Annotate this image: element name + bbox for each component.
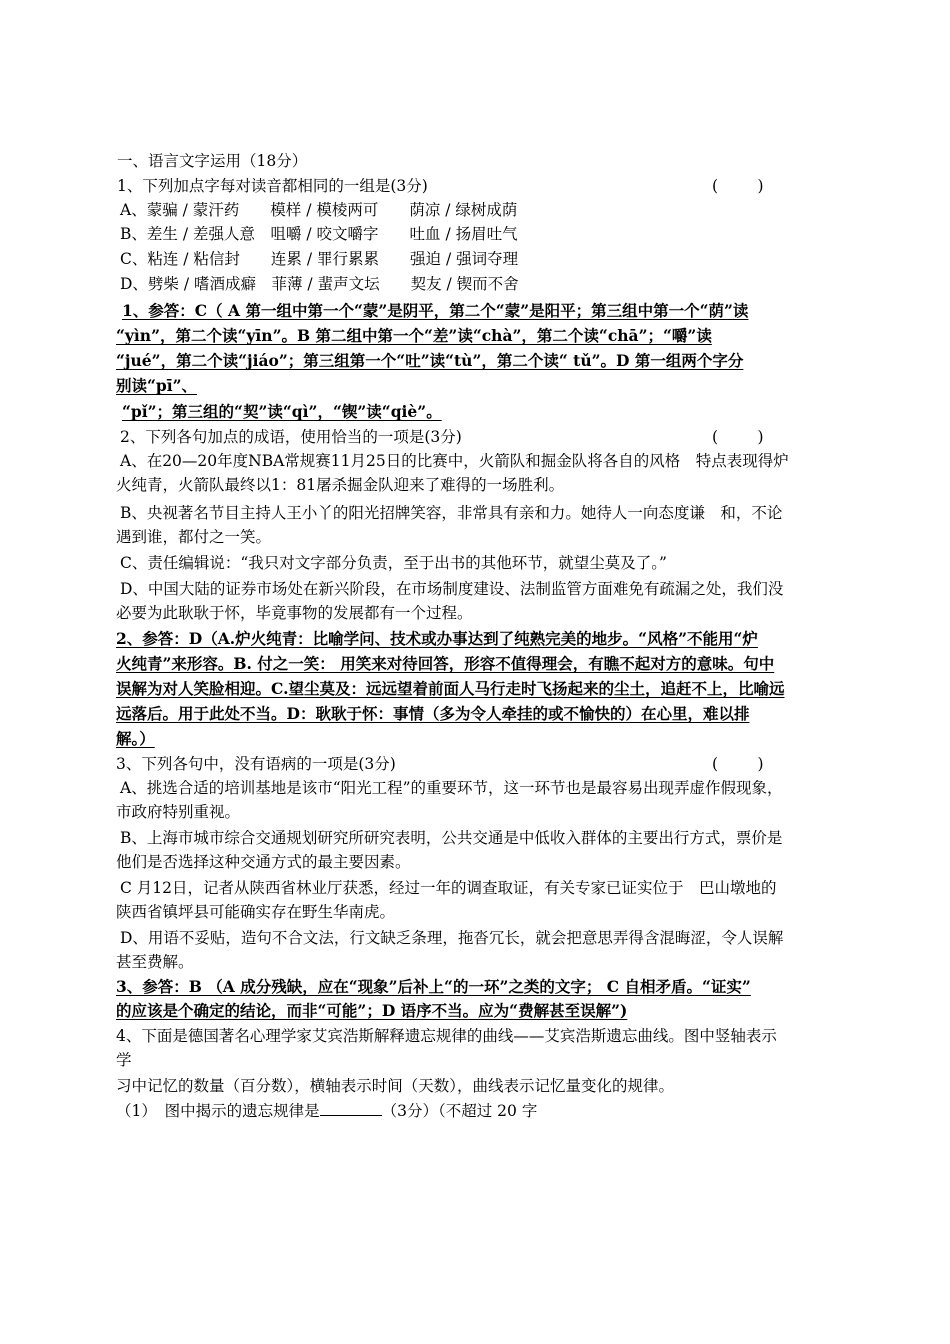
q1-stem: 1、下列加点字每对读音都相同的一组是(3分) xyxy=(117,177,428,195)
q3-stem: 3、下列各句中，没有语病的一项是(3分) xyxy=(116,755,396,773)
q2-option-b-line-1: B、央视著名节目主持人王小丫的阳光招牌笑容，非常具有亲和力。她待人一向态度谦 和，不论 xyxy=(120,504,783,522)
q1-answer-line-4: 别读“pī”、 xyxy=(116,376,198,395)
q4-sub1-prefix: （1） 图中揭示的遗忘规律是 xyxy=(116,1102,320,1120)
q1-option-a: A、蒙骗 / 蒙汗药 模样 / 模棱两可 荫凉 / 绿树成荫 xyxy=(120,201,518,219)
q3-option-a-line-1: A、挑选合适的培训基地是该市“阳光工程”的重要环节，这一环节也是最容易出现弄虚作假现象， xyxy=(120,779,783,797)
q2-option-b-line-2: 遇到谁，都付之一笑。 xyxy=(116,528,272,546)
q1-option-c: C、粘连 / 粘信封 连累 / 罪行累累 强迫 / 强词夺理 xyxy=(120,250,519,268)
q3-option-d-line-2: 甚至费解。 xyxy=(116,953,194,971)
q2-answer-line-5: 解。） xyxy=(116,729,155,748)
q4-sub1-answer-blank[interactable] xyxy=(320,1099,382,1116)
q3-answer-line-2: 的应该是个确定的结论，而非“可能”；D 语序不当。应为“费解甚至误解”) xyxy=(116,1001,628,1020)
q2-option-d-line-2: 必要为此耿耿于怀，毕竟事物的发展都有一个过程。 xyxy=(116,604,473,622)
q4-sub1-suffix: （3分）（不超过 20 字 xyxy=(381,1102,538,1120)
q2-answer-line-4: 远落后。用于此处不当。D：耿耿于怀：事情（多为令人牵挂的或不愉快的）在心里，难以排 xyxy=(116,704,750,723)
q1-option-b: B、差生 / 差强人意 咀嚼 / 咬文嚼字 吐血 / 扬眉吐气 xyxy=(120,225,518,243)
q2-answer-paren: ( ) xyxy=(712,428,764,446)
q1-answer-line-2: “yìn”，第二个读“yīn”。B 第二组中第一个“差”读“chà”，第二个读“chā”；“嚼”读 xyxy=(116,326,712,345)
q2-option-d-line-1: D、中国大陆的证券市场处在新兴阶段，在市场制度建设、法制监管方面难免有疏漏之处，我们没 xyxy=(120,580,784,598)
q2-option-a-line-1: A、在20—20年度NBA常规赛11月25日的比赛中，火箭队和掘金队将各自的风格 特点表现得炉 xyxy=(120,452,789,470)
q3-answer-line-1: 3、参答：B （A 成分残缺，应在“现象”后补上“的一环”之类的文字； C 自相矛盾。“证实” xyxy=(116,977,751,996)
q4-stem-line-1: 4、下面是德国著名心理学家艾宾浩斯解释遗忘规律的曲线——艾宾浩斯遗忘曲线。图中竖轴表示 xyxy=(116,1027,777,1045)
q3-option-a-line-2: 市政府特别重视。 xyxy=(116,803,241,821)
q3-option-c-line-2: 陕西省镇坪县可能确实存在野生华南虎。 xyxy=(116,903,396,921)
q2-answer-line-3: 误解为对人笑脸相迎。C.望尘莫及：远远望着前面人马行走时飞扬起来的尘土，追赶不上，比喻远 xyxy=(116,679,785,698)
q4-stem-line-2: 学 xyxy=(116,1051,132,1069)
q1-answer-line-3: “jué”，第二个读“jiáo”；第三组第一个“吐”读“tù”，第二个读“ tǔ”。D 第一组两个字分 xyxy=(116,351,744,370)
q3-option-b-line-2: 他们是否选择这种交通方式的最主要因素。 xyxy=(116,853,411,871)
section-title: 一、语言文字运用（18分） xyxy=(117,152,308,170)
q3-option-b-line-1: B、上海市城市综合交通规划研究所研究表明，公共交通是中低收入群体的主要出行方式，票价是 xyxy=(120,829,783,847)
q3-answer-paren: ( ) xyxy=(712,755,764,773)
q3-option-c-line-1: C 月12日，记者从陕西省林业厅获悉，经过一年的调查取证，有关专家已证实位于 巴山墩地的 xyxy=(120,879,777,897)
q1-answer-line-1: 1、参答：C（ A 第一组中第一个“蒙”是阴平，第二个“蒙”是阳平；第三组中第一个“荫”读 xyxy=(122,301,749,320)
q2-answer-line-2: 火纯青”来形容。B. 付之一笑： 用笑来对待回答，形容不值得理会，有瞧不起对方的意味。句中 xyxy=(116,654,775,673)
q2-answer-line-1: 2、参答：D（A.炉火纯青：比喻学问、技术或办事达到了纯熟完美的地步。“风格”不能用“炉 xyxy=(116,629,758,648)
q2-option-c: C、责任编辑说：“我只对文字部分负责，至于出书的其他环节，就望尘莫及了。” xyxy=(120,554,667,572)
q1-answer-line-5: “pǐ”；第三组的“契”读“qì”，“锲”读“qiè”。 xyxy=(122,402,442,421)
q2-stem: 2、下列各句加点的成语，使用恰当的一项是(3分) xyxy=(120,428,462,446)
q1-option-d: D、劈柴 / 嗜酒成癖 菲薄 / 蜚声文坛 契友 / 锲而不舍 xyxy=(120,275,519,293)
q1-answer-paren: ( ) xyxy=(712,177,764,195)
q4-stem-line-3: 习中记忆的数量（百分数），横轴表示时间（天数），曲线表示记忆量变化的规律。 xyxy=(116,1077,675,1095)
q4-subquestion-1 xyxy=(116,1099,537,1122)
q2-option-a-line-2: 火纯青，火箭队最终以1：81屠杀掘金队迎来了难得的一场胜利。 xyxy=(116,476,565,494)
q3-option-d-line-1: D、用语不妥贴，造句不合文法，行文缺乏条理，拖沓冗长，就会把意思弄得含混晦涩，令人误解 xyxy=(120,929,784,947)
